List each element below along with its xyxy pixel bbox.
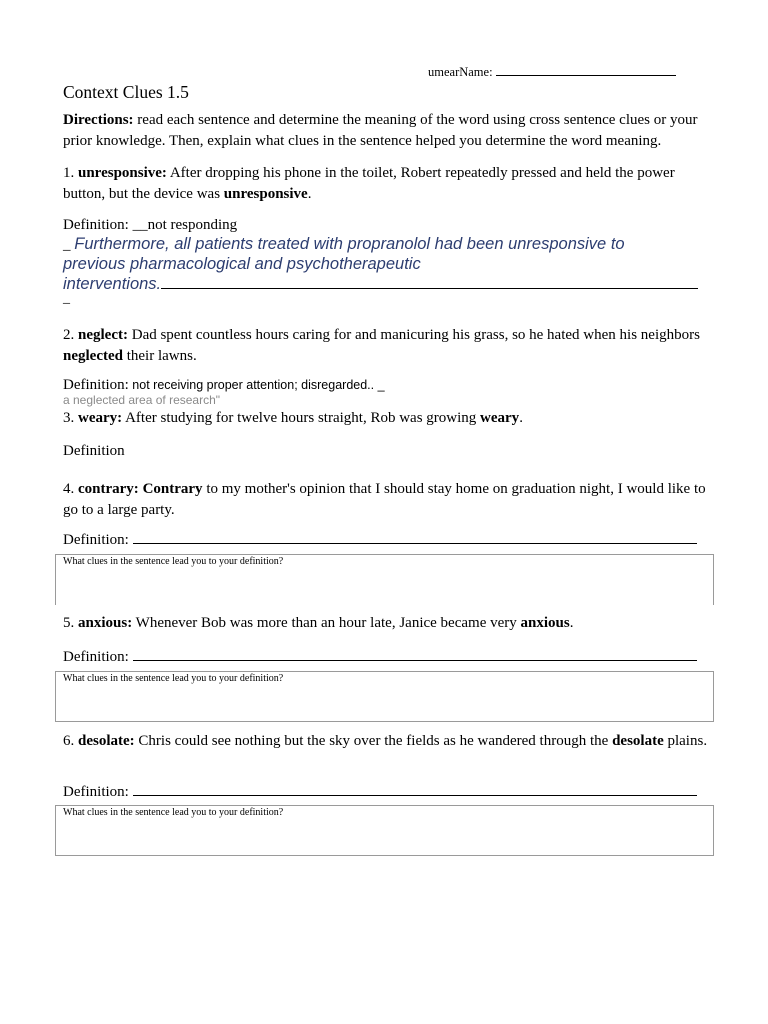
- definition-6: [63, 781, 697, 803]
- question-bold-word: weary: [480, 410, 520, 426]
- directions-text: read each sentence and determine the meaning of the word using cross sentence clues or your prior knowledge. Then, explain what clues in the sentence helped you determine the word meaning.: [63, 112, 698, 149]
- question-6: [63, 731, 713, 752]
- definition-1-example[interactable]: [63, 234, 713, 306]
- question-text: to my mother's opinion that I should stay home on graduation night, I would like to go to a large party.: [63, 481, 706, 518]
- definition-label: Definition:: [63, 532, 129, 548]
- definition-field[interactable]: [133, 781, 697, 796]
- question-4: [63, 479, 713, 521]
- question-number: 6.: [63, 733, 75, 749]
- question-number: 2.: [63, 327, 75, 343]
- question-number: 1.: [63, 165, 75, 181]
- question-text-end: plains.: [663, 733, 708, 749]
- clue-prompt: What clues in the sentence lead you to your definition?: [63, 556, 284, 567]
- question-text: Chris could see nothing but the sky over the fields as he wandered through the: [134, 733, 613, 749]
- clue-prompt: What clues in the sentence lead you to your definition?: [63, 807, 284, 818]
- question-bold-word: desolate: [612, 733, 664, 749]
- clue-box-4[interactable]: [55, 554, 714, 605]
- example-line-3: interventions.: [63, 275, 162, 293]
- definition-5: [63, 646, 697, 668]
- definition-3-label: Definition: [63, 443, 125, 459]
- clue-prompt: What clues in the sentence lead you to your definition?: [63, 673, 284, 684]
- question-bold-word: unresponsive: [223, 186, 308, 202]
- example-line-1: Furthermore, all patients treated with propranolol had been unresponsive to: [74, 235, 625, 253]
- definition-4: [63, 529, 697, 551]
- question-text-end: .: [569, 615, 574, 631]
- question-1: [63, 163, 713, 205]
- question-word: unresponsive:: [78, 165, 167, 181]
- question-bold-word: anxious: [520, 615, 570, 631]
- clue-box-5[interactable]: [55, 671, 714, 722]
- question-word: neglect:: [78, 327, 128, 343]
- question-text: After studying for twelve hours straight, Rob was growing: [122, 410, 481, 426]
- example-line-2: previous pharmacological and psychotherapeutic: [63, 255, 421, 273]
- question-text: Whenever Bob was more than an hour late, Janice became very: [132, 615, 521, 631]
- question-text-end: their lawns.: [122, 348, 197, 364]
- question-word: desolate:: [78, 733, 135, 749]
- definition-answer[interactable]: __not responding: [128, 217, 238, 233]
- definition-field[interactable]: [133, 646, 697, 661]
- definition-answer[interactable]: not receiving proper attention; disregarded.. _: [128, 378, 385, 392]
- question-text-end: .: [307, 186, 312, 202]
- clue-box-6[interactable]: [55, 805, 714, 856]
- directions-label: Directions:: [63, 112, 134, 128]
- definition-field[interactable]: [133, 529, 697, 544]
- definition-label: Definition:: [63, 217, 129, 233]
- question-number: 5.: [63, 615, 75, 631]
- question-word: anxious:: [78, 615, 133, 631]
- question-text: After dropping his phone in the toilet, Robert repeatedly pressed and held the power button, but the device was: [63, 165, 675, 202]
- question-word: weary:: [78, 410, 123, 426]
- question-number: 4.: [63, 481, 75, 497]
- directions: [63, 110, 713, 152]
- definition-1: [63, 215, 237, 236]
- answer-rule: [161, 274, 698, 289]
- name-label: umearName:: [428, 65, 493, 79]
- question-text-end: .: [519, 410, 523, 426]
- name-line: [428, 63, 676, 80]
- definition-2: [63, 376, 385, 394]
- question-5: [63, 613, 713, 634]
- definition-label: Definition:: [63, 784, 129, 800]
- example-trail: _: [63, 291, 70, 306]
- question-bold-word: neglected: [63, 348, 123, 364]
- definition-2-example: a neglected area of research": [63, 393, 221, 407]
- question-word: contrary:: [78, 481, 139, 497]
- question-2: [63, 325, 713, 367]
- name-field[interactable]: [496, 63, 676, 76]
- question-bold-word: Contrary: [142, 481, 203, 497]
- definition-label: Definition:: [63, 649, 129, 665]
- question-number: 3.: [63, 410, 75, 426]
- page-title: Context Clues 1.5: [63, 82, 189, 102]
- definition-label: Definition:: [63, 377, 129, 393]
- question-3: [63, 408, 713, 429]
- question-text: Dad spent countless hours caring for and manicuring his grass, so he hated when his neighbors: [127, 327, 700, 343]
- example-lead: _: [63, 237, 75, 253]
